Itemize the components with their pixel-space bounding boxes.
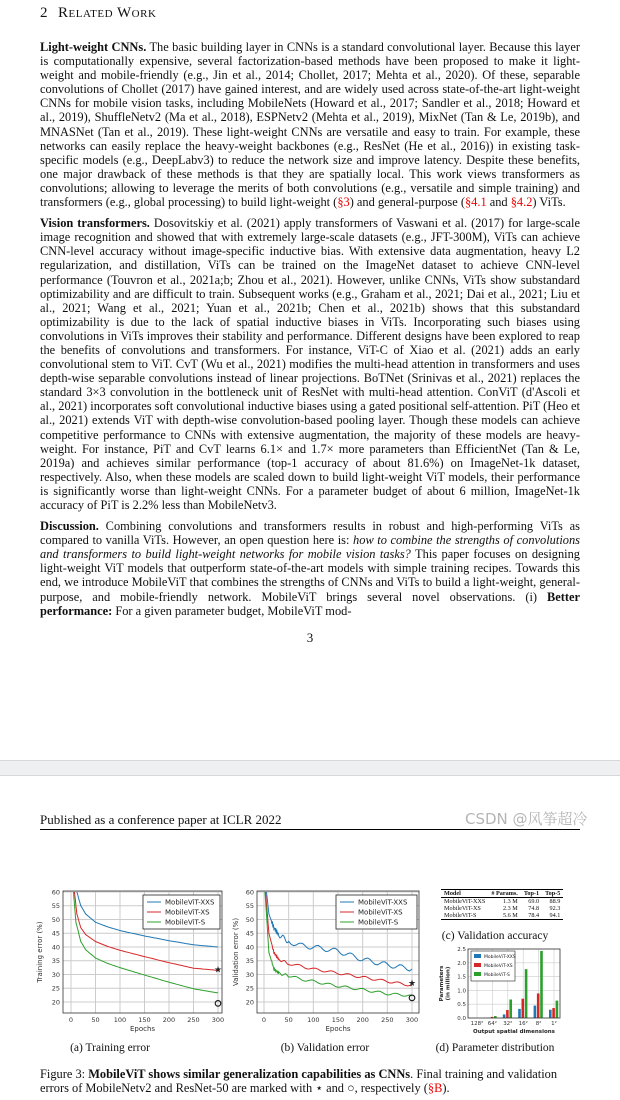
y-tick-label: 50 [245, 915, 254, 924]
paragraph-heading: Discussion. [40, 519, 99, 534]
x-tick-label: 100 [307, 1016, 320, 1024]
table-cell: 94.1 [549, 912, 561, 919]
table-header: Model [444, 890, 461, 897]
table-cell: 69.0 [528, 898, 540, 905]
y-tick-label: 0.0 [457, 1016, 466, 1022]
section-link[interactable]: §4.2 [510, 195, 533, 210]
bar-mobilevit-xxs [518, 1009, 521, 1018]
legend-label: MobileViT-XXS [484, 955, 516, 960]
y-tick-label: 25 [245, 984, 254, 993]
table-cell: MobileViT-XXS [444, 898, 486, 905]
table-cell: 1.3 M [503, 898, 518, 905]
paragraph-text: ) and general-purpose ( [349, 195, 465, 210]
x-tick-label: 300 [405, 1016, 419, 1024]
x-tick-label: 8² [535, 1021, 542, 1027]
x-axis-label: Output spatial dimensions [473, 1029, 555, 1035]
table-cell: 92.3 [549, 905, 561, 912]
paragraph-heading: Light-weight CNNs. [40, 40, 147, 54]
x-tick-label: 250 [187, 1016, 200, 1024]
x-tick-label: 0 [68, 1016, 74, 1024]
caption-c: (c) Validation accuracy [441, 930, 549, 942]
figure-caption-end: ). [442, 1081, 450, 1095]
y-tick-label: 30 [245, 970, 254, 979]
y-axis-label: Validation error (%) [232, 917, 240, 987]
legend-label: MobileViT-XS [484, 964, 513, 969]
x-tick-label: 16² [518, 1021, 528, 1027]
table-header: # Params. [491, 890, 518, 897]
y-tick-label: 45 [51, 929, 60, 938]
paragraph-heading: Better performance: [40, 589, 580, 618]
y-tick-label: 20 [51, 998, 60, 1007]
y-axis-label-line: Parameters [439, 965, 445, 1002]
section-heading [40, 5, 156, 22]
paragraph-discussion [40, 519, 580, 618]
legend-label: MobileViT-XS [165, 908, 210, 917]
watermark: CSDN @风筝超冷 [465, 810, 588, 828]
parameter-distribution-chart [430, 940, 620, 1035]
y-tick-label: 40 [51, 943, 60, 952]
paragraph-text: The basic building layer in CNNs is a standard convolutional layer. Because this layer is computationally expensive, several factorization-based methods have been proposed to make it light-weight and mobile-friendly (e.g., Jin et al., 2014; Chollet, 2017; Mehta et al., 2020). Of these, separable convolutions of Chollet (2017) have gained interest, and are widely used across state-of-the-art light-weight CNNs for mobile vision tasks, including MobileNets (Howard et al., 2017; Sandler et al., 2018; Howard et al., 2019), ShuffleNetv2 (Ma et al., 2018), ESPNetv2 (Mehta et al., 2019), MixNet (Tan & Le, 2019b), and MNASNet (Tan et al., 2019). These light-weight CNNs are versatile and easy to train. For example, these networks can easily replace the heavy-weight backbones (e.g., ResNet (He et al., 2016)) in existing task-specific models (e.g., DeepLabv3) to reduce the network size and improve latency. Despite these benefits, one major drawback of these methods is that they are spatially local. This work views transformers as convolutions; allowing to leverage the merits of both convolutions (e.g., versatile and simple training) and transformers (e.g., global processing) to build light-weight ( [40, 40, 580, 210]
section-link[interactable]: §4.1 [464, 195, 487, 210]
bar-mobilevit-xxs [534, 1006, 537, 1018]
running-header: Published as a conference paper at ICLR 2022 [40, 812, 282, 827]
x-tick-label: 32² [503, 1021, 513, 1027]
y-tick-label: 1.0 [457, 988, 466, 995]
table-cell: MobileViT-S [444, 912, 477, 919]
validation-accuracy-table [441, 889, 563, 920]
x-tick-label: 100 [113, 1016, 127, 1024]
legend-label: MobileViT-XXS [165, 898, 215, 907]
y-tick-label: 2.5 [457, 947, 466, 953]
caption-a: (a) Training error [70, 1042, 150, 1054]
body-text [40, 40, 580, 646]
y-tick-label: 25 [51, 984, 60, 993]
y-tick-label: 30 [51, 970, 60, 979]
y-tick-label: 0.5 [457, 1002, 466, 1009]
legend-swatch [474, 963, 481, 967]
bar-mobilevit-s [540, 951, 543, 1018]
legend-label: MobileViT-XS [358, 908, 403, 917]
table-row [441, 912, 563, 920]
bar-mobilevit-xs [506, 1010, 509, 1018]
y-tick-label: 35 [51, 957, 60, 966]
paragraph-text: how to combine the strengths of convolutions and transformers to build light-weight networks for mobile vision tasks? [40, 533, 580, 562]
x-tick-label: 1² [551, 1021, 557, 1027]
legend-label: MobileViT-S [358, 918, 399, 927]
y-tick-label: 60 [245, 888, 254, 897]
figure-caption [40, 1067, 580, 1095]
paragraph-text: Combining convolutions and transformers results in robust and high-performing ViTs as compared to vanilla ViTs. However, an open question here is: [40, 519, 580, 548]
paragraph-text: and [486, 195, 511, 210]
y-axis-label-line: (in million) [445, 966, 452, 1001]
bar-mobilevit-xs [552, 1008, 555, 1018]
training-error-chart [30, 880, 230, 1040]
figure-caption-text: . Final training and validation errors of MobileNetv2 and ResNet-50 are marked with ⋆ and ○, respectively ( [40, 1067, 558, 1095]
paragraph-heading: Vision transformers. [40, 216, 150, 231]
caption-b: (b) Validation error [280, 1042, 370, 1054]
page-separator [0, 760, 620, 776]
legend-label: MobileViT-S [165, 918, 206, 927]
y-tick-label: 60 [51, 888, 60, 897]
paragraph-text: Dosovitskiy et al. (2021) apply transformers of Vaswani et al. (2017) for large-scale image recognition and showed that with extremely large-scale datasets (e.g., JFT-300M), ViTs can achieve CNN-level accuracy without image-specific inductive bias. With extensive data augmentation, heavy L2 regularization, and distillation, ViTs can be trained on the ImageNet dataset to achieve CNN-level performance (Touvron et al., 2021a;b; Zhou et al., 2021). However, unlike CNNs, ViTs show substandard optimizability and are difficult to train. Subsequent works (e.g., Graham et al., 2021; Dai et al., 2021; Liu et al., 2021; Wang et al., 2021; Yuan et al., 2021b; Chen et al., 2021b) shows that this substandard optimizability is due to the lack of spatial inductive biases in ViTs. Incorporating such biases using convolutions in ViTs improves their stability and performance. Different designs have been explored to reap the benefits of convolutions and transformers. For instance, ViT-C of Xiao et al. (2021) adds an early convolutional stem to ViT. CvT (Wu et al., 2021) modifies the multi-head attention in transformers and uses depth-wise separable convolutions instead of linear projections. BoTNet (Srinivas et al., 2021) replaces the standard 3×3 convolution in the bottleneck unit of ResNet with multi-head attention. ConViT (d'Ascoli et al., 2021) incorporates soft convolutional inductive biases using a gated positional self-attention. PiT (Heo et al., 2021) extends ViT with depth-wise convolution-based pooling layer. Though these models can achieve competitive performance to CNNs with extensive augmentation, the majority of these models are heavy-weight. For instance, PiT and CvT learns 6.1× and 1.7× more parameters than EfficientNet (Tan & Le, 2019a) and achieves similar performance (top-1 accuracy of about 81.6%) on ImageNet-1k dataset, respectively. Also, when these models are scaled down to build light-weight ViT models, their performance is significantly worse than light-weight CNNs. For a parameter budget of about 6 million, ImageNet-1k accuracy of PiT is 2.2% less than MobileNetv3. [40, 216, 580, 512]
y-tick-label: 55 [51, 902, 60, 911]
x-tick-label: 200 [356, 1016, 369, 1024]
bar-mobilevit-s [525, 969, 528, 1018]
table-cell: 5.6 M [503, 912, 518, 919]
x-tick-label: 200 [162, 1016, 176, 1024]
section-title: Related Work [58, 5, 157, 21]
page-number: 3 [306, 629, 314, 645]
y-tick-label: 40 [245, 943, 254, 952]
y-axis-label [439, 965, 452, 1002]
paragraph-text: ) ViTs. [532, 195, 566, 210]
y-axis-label: Training error (%) [36, 921, 44, 983]
figure-label: Figure 3: [40, 1067, 89, 1081]
y-tick-label: 1.5 [457, 974, 466, 981]
y-tick-label: 20 [245, 998, 254, 1007]
bar-mobilevit-s [556, 1001, 559, 1018]
x-tick-label: 250 [381, 1016, 394, 1024]
x-tick-label: 50 [284, 1016, 293, 1024]
bar-mobilevit-xxs [549, 1010, 552, 1018]
figure-title: MobileViT shows similar generalization capabilities as CNNs [88, 1067, 411, 1081]
table-cell: 88.9 [549, 898, 561, 905]
star-marker: ★ [407, 978, 417, 989]
appendix-link[interactable]: §B [427, 1081, 443, 1095]
x-tick-label: 150 [138, 1016, 151, 1024]
star-marker: ★ [213, 965, 223, 976]
paragraph-light-weight-cnns [40, 40, 580, 209]
table-row [441, 898, 563, 906]
header-rule [40, 829, 580, 830]
section-link[interactable]: §3 [337, 195, 350, 210]
legend-label: MobileViT-S [484, 973, 510, 978]
section-number: 2 [40, 5, 48, 21]
legend-swatch [474, 954, 481, 958]
bar-mobilevit-xxs [503, 1014, 506, 1018]
table-cell: 74.8 [528, 905, 540, 912]
y-tick-label: 55 [245, 902, 254, 911]
validation-error-chart [230, 880, 430, 1040]
x-axis-label: Epochs [129, 1025, 156, 1033]
y-tick-label: 50 [51, 915, 60, 924]
y-tick-label: 35 [245, 957, 254, 966]
x-tick-label: 150 [331, 1016, 345, 1024]
bar-mobilevit-xs [522, 999, 525, 1018]
legend-swatch [474, 972, 481, 976]
y-tick-label: 2.0 [457, 960, 466, 967]
legend-label: MobileViT-XXS [358, 898, 408, 907]
x-tick-label: 0 [261, 1016, 267, 1024]
paragraph-text: This paper focuses on designing light-weight ViT models that outperform state-of-the-art models with simple training recipes. Towards this end, we introduce MobileViT that combines the strengths of CNNs and ViTs to build a light-weight, general-purpose, and mobile-friendly network. MobileViT brings several novel observations. (i) [40, 547, 580, 604]
table-header: Top-1 [523, 890, 540, 897]
table-row [441, 905, 563, 912]
x-axis-label: Epochs [325, 1025, 351, 1033]
table-cell: MobileViT-XS [444, 905, 481, 912]
bar-mobilevit-s [509, 1000, 512, 1018]
paragraph-vision-transformers [40, 216, 580, 512]
x-tick-label: 50 [91, 1016, 100, 1024]
table-cell: 78.4 [528, 912, 540, 919]
x-tick-label: 64² [487, 1021, 498, 1027]
bar-mobilevit-xs [537, 993, 540, 1018]
table-header: Top-5 [545, 890, 561, 897]
caption-d: (d) Parameter distribution [435, 1042, 555, 1054]
x-tick-label: 300 [211, 1016, 225, 1024]
paragraph-text: For a given parameter budget, MobileViT mod- [112, 603, 352, 618]
y-tick-label: 45 [245, 929, 254, 938]
table-cell: 2.3 M [503, 905, 518, 912]
x-tick-label: 128² [470, 1021, 484, 1027]
